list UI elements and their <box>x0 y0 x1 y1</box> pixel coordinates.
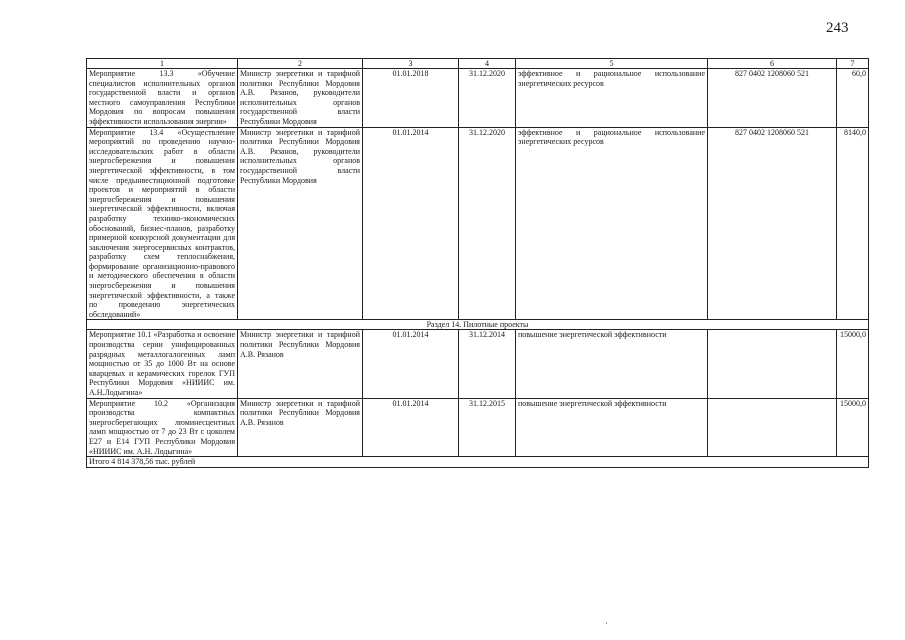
start-date-cell: 01.01.2014 <box>363 398 459 457</box>
table-row <box>87 127 869 320</box>
column-header: 2 <box>238 59 363 69</box>
budget-code-cell <box>708 398 837 457</box>
start-date-cell: 01.01.2014 <box>363 127 459 320</box>
activity-cell: Мероприятие 10.1 «Разработка и освоение производства серии унифицированных разрядных металлогалогенных ламп мощностью от 35 до 1000 Вт на основе кварцевых и керамических горелок ГУП Республики Мордовия «НИИИС им. А.Н.Лодыгина» <box>87 330 238 398</box>
total-row <box>87 457 869 468</box>
responsible-cell: Министр энергетики и тарифной политики Республики Мордовия А.В. Рязанов <box>238 398 363 457</box>
amount-cell: 8140,0 <box>837 127 869 320</box>
start-date-cell: 01.01.2014 <box>363 330 459 398</box>
end-date-cell: 31.12.2020 <box>459 127 516 320</box>
section-row <box>87 320 869 330</box>
section-title: Раздел 14. Пилотные проекты <box>87 320 869 330</box>
column-header: 1 <box>87 59 238 69</box>
column-header: 5 <box>516 59 708 69</box>
end-date-cell: 31.12.2020 <box>459 69 516 128</box>
table-row <box>87 330 869 398</box>
budget-code-cell: 827 0402 1208060 521 <box>708 69 837 128</box>
activity-cell: Мероприятие 10.2 «Организация производства компактных энергосберегающих люминесцентных ламп мощностью от 7 до 23 Вт с цоколем Е27 и Е14 ГУП Республики Мордовия «НИИИС им. А.Н. Лодыгина» <box>87 398 238 457</box>
scan-mark <box>606 622 607 624</box>
activity-cell: Мероприятие 13.3 «Обучение специалистов исполнительных органов государственной власти и органов местного самоуправления Республики Мордовия по вопросам повышения эффективности использования энергии» <box>87 69 238 128</box>
column-header: 4 <box>459 59 516 69</box>
table-row <box>87 69 869 128</box>
result-cell: повышение энергетической эффективности <box>516 330 708 398</box>
column-header: 7 <box>837 59 869 69</box>
amount-cell: 60,0 <box>837 69 869 128</box>
amount-cell: 15000,0 <box>837 330 869 398</box>
result-cell: эффективное и рациональное использование энергетических ресурсов <box>516 127 708 320</box>
result-cell: эффективное и рациональное использование энергетических ресурсов <box>516 69 708 128</box>
budget-code-cell: 827 0402 1208060 521 <box>708 127 837 320</box>
program-activities-table <box>86 58 869 468</box>
column-number-row <box>87 59 869 69</box>
responsible-cell: Министр энергетики и тарифной политики Республики Мордовия А.В. Рязанов <box>238 330 363 398</box>
end-date-cell: 31.12.2015 <box>459 398 516 457</box>
amount-cell: 15000,0 <box>837 398 869 457</box>
column-header: 3 <box>363 59 459 69</box>
end-date-cell: 31.12.2014 <box>459 330 516 398</box>
responsible-cell: Министр энергетики и тарифной политики Республики Мордовия А.В. Рязанов, руководители исполнительных органов государственной власти Республики Мордовия <box>238 127 363 320</box>
page-number: 243 <box>826 20 849 36</box>
result-cell: повышение энергетической эффективности <box>516 398 708 457</box>
table-row <box>87 398 869 457</box>
column-header: 6 <box>708 59 837 69</box>
budget-code-cell <box>708 330 837 398</box>
total-cell: Итого 4 814 378,56 тыс. рублей <box>87 457 869 468</box>
start-date-cell: 01.01.2018 <box>363 69 459 128</box>
activity-cell: Мероприятие 13.4 «Осуществление мероприятий по проведению научно-исследовательских работ в области энергосбережения и повышения энергетической эффективности, в том числе предынвестиционной подготовке проектов и мероприятий в области энергосбережения и повышения энергетической эффективности, включая разработку технико-экономических обоснований, бизнес-планов, разработку примерной конкурсной документации для заключения энергосервисных контрактов, разработку схем теплоснабжения, формирование организационно-правового и методического обеспечения в области энергосбережения и повышения энергетической эффективности, а также по проведению энергетических обследований» <box>87 127 238 320</box>
responsible-cell: Министр энергетики и тарифной политики Республики Мордовия А.В. Рязанов, руководители исполнительных органов государственной власти Республики Мордовия <box>238 69 363 128</box>
